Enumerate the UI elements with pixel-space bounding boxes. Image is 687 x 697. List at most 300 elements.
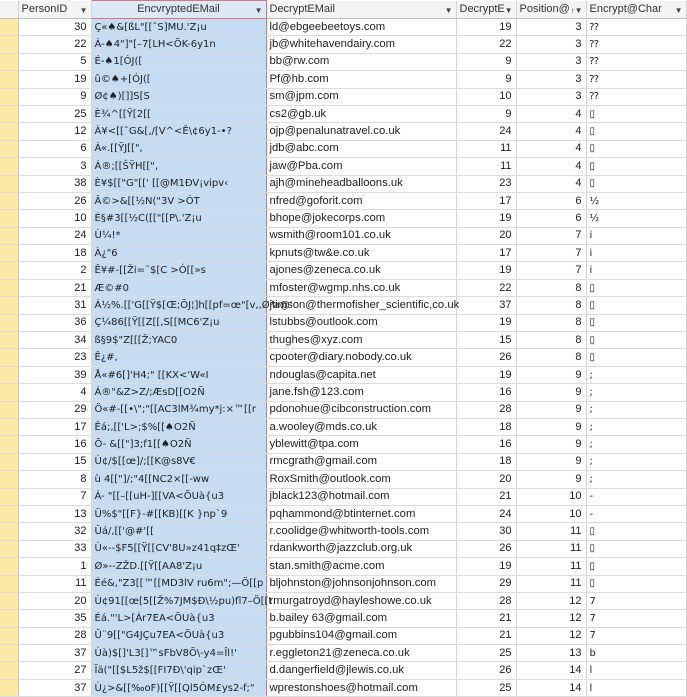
- cell-encvryptedemail[interactable]: Û¨9[["G4JÇu7EA<ÕUà{u3: [91, 627, 266, 644]
- cell-encvryptedemail[interactable]: Ïä("[[$L5ž$[[FI7Ð\'qip`zŒ': [91, 662, 266, 679]
- cell-decryptemail[interactable]: rmcgrath@gmail.com: [266, 453, 456, 470]
- cell-position[interactable]: 12: [516, 627, 586, 644]
- row-selector[interactable]: [0, 662, 18, 679]
- cell-decrypte[interactable]: 28: [456, 592, 516, 609]
- cell-decryptemail[interactable]: kpnuts@tw&e.co.uk: [266, 245, 456, 262]
- cell-encrypt-char[interactable]: i: [586, 262, 686, 279]
- cell-position[interactable]: 3: [516, 71, 586, 88]
- cell-encvryptedemail[interactable]: Ç¼86[[Ÿ[[Z[[,S[[MC6'Z¡u: [91, 314, 266, 331]
- cell-encrypt-char[interactable]: ▯: [586, 105, 686, 122]
- row-selector[interactable]: [0, 610, 18, 627]
- cell-encvryptedemail[interactable]: Á- "[[–[[uH-][[VA<ÕUà{u3: [91, 488, 266, 505]
- row-selector[interactable]: [0, 401, 18, 418]
- cell-decrypte[interactable]: 19: [456, 314, 516, 331]
- cell-decrypte[interactable]: 21: [456, 488, 516, 505]
- cell-position[interactable]: 3: [516, 53, 586, 70]
- cell-decrypte[interactable]: 24: [456, 123, 516, 140]
- table-row[interactable]: [0, 505, 686, 522]
- cell-encvryptedemail[interactable]: Á®;[[ŠŸH[[",: [91, 158, 266, 175]
- cell-decrypte[interactable]: 23: [456, 175, 516, 192]
- cell-personid[interactable]: 9: [18, 88, 91, 105]
- table-row[interactable]: [0, 297, 686, 314]
- cell-decryptemail[interactable]: sm@jpm.com: [266, 88, 456, 105]
- cell-encrypt-char[interactable]: ▯: [586, 314, 686, 331]
- cell-decrypte[interactable]: 16: [456, 384, 516, 401]
- cell-decrypte[interactable]: 30: [456, 523, 516, 540]
- cell-encrypt-char[interactable]: ;: [586, 366, 686, 383]
- row-selector[interactable]: [0, 575, 18, 592]
- cell-encvryptedemail[interactable]: È¾^[[Ÿ[2[[: [91, 105, 266, 122]
- cell-decrypte[interactable]: 37: [456, 297, 516, 314]
- cell-encvryptedemail[interactable]: û©♠+[ÓJ([: [91, 71, 266, 88]
- cell-decryptemail[interactable]: pgubbins104@gmail.com: [266, 627, 456, 644]
- row-selector[interactable]: [0, 71, 18, 88]
- cell-decryptemail[interactable]: jane.fsh@123.com: [266, 384, 456, 401]
- cell-decrypte[interactable]: 26: [456, 662, 516, 679]
- cell-encvryptedemail[interactable]: Á«.[[ŸJ[[",: [91, 140, 266, 157]
- cell-encrypt-char[interactable]: ⁇: [586, 71, 686, 88]
- cell-decrypte[interactable]: 19: [456, 558, 516, 575]
- cell-decryptemail[interactable]: ndouglas@capita.net: [266, 366, 456, 383]
- cell-decrypte[interactable]: 11: [456, 140, 516, 157]
- cell-encvryptedemail[interactable]: É-♠1[ÓJ([: [91, 53, 266, 70]
- cell-encrypt-char[interactable]: ▯: [586, 140, 686, 157]
- cell-position[interactable]: 9: [516, 401, 586, 418]
- cell-encrypt-char[interactable]: ½: [586, 192, 686, 209]
- cell-position[interactable]: 11: [516, 575, 586, 592]
- cell-decrypte[interactable]: 28: [456, 401, 516, 418]
- cell-decryptemail[interactable]: lstubbs@outlook.com: [266, 314, 456, 331]
- cell-personid[interactable]: 11: [18, 575, 91, 592]
- cell-decryptemail[interactable]: RoxSmith@outlook.com: [266, 471, 456, 488]
- cell-encvryptedemail[interactable]: ù 4[["]/;"4[[NC2×[[-ww: [91, 471, 266, 488]
- cell-position[interactable]: 8: [516, 279, 586, 296]
- cell-decryptemail[interactable]: cs2@gb.uk: [266, 105, 456, 122]
- cell-personid[interactable]: 37: [18, 679, 91, 696]
- cell-decryptemail[interactable]: ajh@mineheadballoons.uk: [266, 175, 456, 192]
- cell-decryptemail[interactable]: Pf@hb.com: [266, 71, 456, 88]
- cell-encrypt-char[interactable]: ▯: [586, 297, 686, 314]
- cell-encrypt-char[interactable]: -: [586, 488, 686, 505]
- table-row[interactable]: [0, 418, 686, 435]
- cell-decryptemail[interactable]: bhope@jokecorps.com: [266, 210, 456, 227]
- cell-decrypte[interactable]: 18: [456, 453, 516, 470]
- select-all-corner[interactable]: [0, 1, 18, 19]
- row-selector[interactable]: [0, 332, 18, 349]
- row-selector[interactable]: [0, 279, 18, 296]
- table-row[interactable]: [0, 610, 686, 627]
- cell-position[interactable]: 12: [516, 610, 586, 627]
- cell-decryptemail[interactable]: ld@ebgeebeetoys.com: [266, 19, 456, 36]
- cell-decrypte[interactable]: 9: [456, 105, 516, 122]
- row-selector[interactable]: [0, 105, 18, 122]
- cell-personid[interactable]: 18: [18, 245, 91, 262]
- cell-encvryptedemail[interactable]: ß§9$"Z[[[Ž;YAC0: [91, 332, 266, 349]
- cell-encvryptedemail[interactable]: Ù¿>&[[‰oF)[[Ÿ[[Ql5ÓM£ys2-f;": [91, 679, 266, 696]
- dropdown-arrow-icon[interactable]: ▼: [674, 5, 683, 15]
- column-header-encrypt-char[interactable]: [586, 1, 686, 19]
- column-header-position[interactable]: [516, 1, 586, 19]
- cell-encrypt-char[interactable]: ▯: [586, 175, 686, 192]
- cell-personid[interactable]: 5: [18, 53, 91, 70]
- cell-personid[interactable]: 31: [18, 297, 91, 314]
- table-row[interactable]: [0, 140, 686, 157]
- cell-decryptemail[interactable]: jdb@abc.com: [266, 140, 456, 157]
- table-row[interactable]: [0, 679, 686, 696]
- cell-decrypte[interactable]: 11: [456, 158, 516, 175]
- cell-personid[interactable]: 20: [18, 592, 91, 609]
- row-selector[interactable]: [0, 297, 18, 314]
- sort-ascending-icon[interactable]: ↑▼: [570, 5, 583, 15]
- cell-decrypte[interactable]: 20: [456, 471, 516, 488]
- cell-encvryptedemail[interactable]: Ê¿#,: [91, 349, 266, 366]
- table-row[interactable]: [0, 558, 686, 575]
- cell-position[interactable]: 8: [516, 314, 586, 331]
- cell-encrypt-char[interactable]: 7: [586, 610, 686, 627]
- cell-decrypte[interactable]: 19: [456, 262, 516, 279]
- cell-encrypt-char[interactable]: ;: [586, 436, 686, 453]
- cell-encvryptedemail[interactable]: Õ- &[["]3;f1[[♠O2Ñ: [91, 436, 266, 453]
- cell-position[interactable]: 7: [516, 227, 586, 244]
- cell-position[interactable]: 11: [516, 540, 586, 557]
- table-row[interactable]: [0, 245, 686, 262]
- cell-decryptemail[interactable]: jtimson@thermofisher_scientific,co.uk: [266, 297, 456, 314]
- cell-decryptemail[interactable]: d.dangerfield@jlewis.co.uk: [266, 662, 456, 679]
- cell-personid[interactable]: 17: [18, 418, 91, 435]
- cell-encvryptedemail[interactable]: Â©>&[[½N("3V >ÓT: [91, 192, 266, 209]
- cell-position[interactable]: 10: [516, 505, 586, 522]
- dropdown-arrow-icon[interactable]: ▼: [504, 5, 513, 15]
- cell-position[interactable]: 9: [516, 366, 586, 383]
- cell-position[interactable]: 7: [516, 262, 586, 279]
- row-selector[interactable]: [0, 436, 18, 453]
- cell-position[interactable]: 9: [516, 436, 586, 453]
- table-row[interactable]: [0, 332, 686, 349]
- cell-personid[interactable]: 6: [18, 140, 91, 157]
- cell-decryptemail[interactable]: wprestonshoes@hotmail.com: [266, 679, 456, 696]
- cell-encvryptedemail[interactable]: Ù¢91[[œ[5[[Ž%7JM$Ð\½pu)fî7–Ö[[t: [91, 592, 266, 609]
- cell-encrypt-char[interactable]: ;: [586, 384, 686, 401]
- cell-encrypt-char[interactable]: ▯: [586, 158, 686, 175]
- cell-decrypte[interactable]: 20: [456, 227, 516, 244]
- cell-decryptemail[interactable]: cpooter@diary.nobody.co.uk: [266, 349, 456, 366]
- row-selector[interactable]: [0, 349, 18, 366]
- cell-position[interactable]: 3: [516, 19, 586, 36]
- dropdown-arrow-icon[interactable]: ▼: [444, 5, 453, 15]
- cell-encrypt-char[interactable]: ▯: [586, 540, 686, 557]
- cell-position[interactable]: 14: [516, 662, 586, 679]
- table-row[interactable]: [0, 192, 686, 209]
- cell-position[interactable]: 12: [516, 592, 586, 609]
- cell-decryptemail[interactable]: jaw@Pba.com: [266, 158, 456, 175]
- cell-position[interactable]: 3: [516, 36, 586, 53]
- cell-encrypt-char[interactable]: ⁇: [586, 19, 686, 36]
- cell-decrypte[interactable]: 29: [456, 575, 516, 592]
- cell-position[interactable]: 8: [516, 349, 586, 366]
- cell-decryptemail[interactable]: a.wooley@mds.co.uk: [266, 418, 456, 435]
- cell-personid[interactable]: 2: [18, 262, 91, 279]
- row-selector[interactable]: [0, 366, 18, 383]
- cell-decrypte[interactable]: 25: [456, 679, 516, 696]
- cell-decrypte[interactable]: 21: [456, 610, 516, 627]
- cell-encvryptedemail[interactable]: Ù¢/$[[œ]/;[[K@s8V€: [91, 453, 266, 470]
- cell-encrypt-char[interactable]: ⁇: [586, 36, 686, 53]
- cell-decryptemail[interactable]: ojp@penalunatravel.co.uk: [266, 123, 456, 140]
- row-selector[interactable]: [0, 488, 18, 505]
- cell-personid[interactable]: 1: [18, 558, 91, 575]
- cell-decryptemail[interactable]: nfred@goforit.com: [266, 192, 456, 209]
- dropdown-arrow-icon[interactable]: ▼: [79, 5, 88, 15]
- table-row[interactable]: [0, 36, 686, 53]
- cell-encvryptedemail[interactable]: Ù«--$F5[[Ÿ[[CV'8U»z41q‡zŒ': [91, 540, 266, 557]
- cell-decryptemail[interactable]: mfoster@wgmp.nhs.co.uk: [266, 279, 456, 296]
- cell-decrypte[interactable]: 25: [456, 645, 516, 662]
- cell-decrypte[interactable]: 10: [456, 88, 516, 105]
- cell-decryptemail[interactable]: bb@rw.com: [266, 53, 456, 70]
- cell-position[interactable]: 6: [516, 192, 586, 209]
- cell-encvryptedemail[interactable]: Ø¢♠)[]]S[S: [91, 88, 266, 105]
- cell-encrypt-char[interactable]: l: [586, 679, 686, 696]
- row-selector[interactable]: [0, 36, 18, 53]
- cell-decryptemail[interactable]: r.coolidge@whitworth-tools.com: [266, 523, 456, 540]
- cell-encrypt-char[interactable]: ;: [586, 471, 686, 488]
- row-selector[interactable]: [0, 227, 18, 244]
- cell-decrypte[interactable]: 26: [456, 349, 516, 366]
- row-selector[interactable]: [0, 245, 18, 262]
- row-selector[interactable]: [0, 158, 18, 175]
- table-row[interactable]: [0, 314, 686, 331]
- cell-personid[interactable]: 19: [18, 71, 91, 88]
- cell-encvryptedemail[interactable]: Å«#6[]'H4;" [[KX<'W«I: [91, 366, 266, 383]
- cell-position[interactable]: 8: [516, 297, 586, 314]
- cell-decryptemail[interactable]: bljohnston@johnsonjohnson.com: [266, 575, 456, 592]
- cell-encrypt-char[interactable]: ▯: [586, 575, 686, 592]
- cell-encrypt-char[interactable]: 7: [586, 627, 686, 644]
- column-header-encvryptedemail[interactable]: [91, 1, 266, 19]
- cell-personid[interactable]: 37: [18, 645, 91, 662]
- cell-encvryptedemail[interactable]: Æ©#0: [91, 279, 266, 296]
- cell-personid[interactable]: 34: [18, 332, 91, 349]
- cell-position[interactable]: 8: [516, 332, 586, 349]
- table-row[interactable]: [0, 540, 686, 557]
- cell-decryptemail[interactable]: pdonohue@cibconstruction.com: [266, 401, 456, 418]
- table-row[interactable]: [0, 53, 686, 70]
- cell-encrypt-char[interactable]: ▯: [586, 332, 686, 349]
- row-selector[interactable]: [0, 384, 18, 401]
- cell-encrypt-char[interactable]: i: [586, 227, 686, 244]
- cell-encrypt-char[interactable]: ▯: [586, 349, 686, 366]
- cell-encrypt-char[interactable]: ▯: [586, 558, 686, 575]
- cell-encvryptedemail[interactable]: È¥$[["G"[[' [[@M1ÐV¡vipv‹: [91, 175, 266, 192]
- cell-personid[interactable]: 30: [18, 19, 91, 36]
- cell-encrypt-char[interactable]: ;: [586, 418, 686, 435]
- cell-decrypte[interactable]: 16: [456, 436, 516, 453]
- table-row[interactable]: [0, 88, 686, 105]
- cell-encrypt-char[interactable]: ▯: [586, 523, 686, 540]
- cell-position[interactable]: 11: [516, 558, 586, 575]
- table-row[interactable]: [0, 71, 686, 88]
- cell-personid[interactable]: 29: [18, 401, 91, 418]
- cell-decrypte[interactable]: 19: [456, 210, 516, 227]
- cell-personid[interactable]: 23: [18, 349, 91, 366]
- cell-personid[interactable]: 38: [18, 175, 91, 192]
- cell-personid[interactable]: 16: [18, 436, 91, 453]
- row-selector[interactable]: [0, 540, 18, 557]
- cell-encrypt-char[interactable]: ▯: [586, 279, 686, 296]
- cell-position[interactable]: 10: [516, 488, 586, 505]
- cell-decrypte[interactable]: 9: [456, 53, 516, 70]
- cell-personid[interactable]: 25: [18, 105, 91, 122]
- cell-encvryptedemail[interactable]: Á-♠4"]"[–7[LH<ÕK-6y1n: [91, 36, 266, 53]
- table-row[interactable]: [0, 105, 686, 122]
- table-row[interactable]: [0, 19, 686, 36]
- cell-encrypt-char[interactable]: b: [586, 645, 686, 662]
- cell-personid[interactable]: 12: [18, 123, 91, 140]
- column-header-decryptemail[interactable]: [266, 1, 456, 19]
- cell-encrypt-char[interactable]: ⁇: [586, 88, 686, 105]
- cell-encvryptedemail[interactable]: Ø»--ZŽD.[[Ÿ[[AA8'Z¡u: [91, 558, 266, 575]
- dropdown-arrow-icon[interactable]: ▼: [254, 6, 263, 15]
- table-row[interactable]: [0, 662, 686, 679]
- cell-decrypte[interactable]: 22: [456, 36, 516, 53]
- row-selector[interactable]: [0, 418, 18, 435]
- column-header-personid[interactable]: [18, 1, 91, 19]
- cell-encvryptedemail[interactable]: À¥<[[ˆG&[,/[V^<Ê\¢6y1-•?: [91, 123, 266, 140]
- cell-personid[interactable]: 35: [18, 610, 91, 627]
- column-header-decrypte[interactable]: [456, 1, 516, 19]
- table-row[interactable]: [0, 401, 686, 418]
- cell-decryptemail[interactable]: rdankworth@jazzclub.org.uk: [266, 540, 456, 557]
- cell-position[interactable]: 4: [516, 123, 586, 140]
- cell-encrypt-char[interactable]: ;: [586, 453, 686, 470]
- cell-position[interactable]: 11: [516, 523, 586, 540]
- cell-encvryptedemail[interactable]: Ûá/,[['@#'[[: [91, 523, 266, 540]
- table-row[interactable]: [0, 627, 686, 644]
- cell-decrypte[interactable]: 19: [456, 19, 516, 36]
- cell-encvryptedemail[interactable]: Ê¥#-[[Ži=˜$[C >Ó[[»s: [91, 262, 266, 279]
- cell-position[interactable]: 9: [516, 471, 586, 488]
- cell-encrypt-char[interactable]: 7: [586, 592, 686, 609]
- cell-position[interactable]: 9: [516, 453, 586, 470]
- cell-decryptemail[interactable]: yblewitt@tpa.com: [266, 436, 456, 453]
- cell-decryptemail[interactable]: pqhammond@btinternet.com: [266, 505, 456, 522]
- cell-personid[interactable]: 10: [18, 210, 91, 227]
- row-selector[interactable]: [0, 505, 18, 522]
- cell-position[interactable]: 13: [516, 645, 586, 662]
- cell-encrypt-char[interactable]: ½: [586, 210, 686, 227]
- cell-personid[interactable]: 3: [18, 158, 91, 175]
- cell-encvryptedemail[interactable]: Éé&,"Z3[[™[[MD3lV ru6m";—Ö[[p: [91, 575, 266, 592]
- row-selector[interactable]: [0, 19, 18, 36]
- cell-decryptemail[interactable]: stan.smith@acme.com: [266, 558, 456, 575]
- cell-personid[interactable]: 13: [18, 505, 91, 522]
- cell-personid[interactable]: 21: [18, 279, 91, 296]
- table-row[interactable]: [0, 158, 686, 175]
- table-row[interactable]: [0, 262, 686, 279]
- cell-encvryptedemail[interactable]: Á½%.[['G[[Ÿ$[Œ;ÕJ¦]h[[pf=œ"[v,,Ø³a@': [91, 297, 266, 314]
- cell-position[interactable]: 14: [516, 679, 586, 696]
- row-selector[interactable]: [0, 210, 18, 227]
- cell-encrypt-char[interactable]: -: [586, 505, 686, 522]
- cell-encvryptedemail[interactable]: Ü%$"[[F}-#[[KB)[[K }np`9: [91, 505, 266, 522]
- row-selector[interactable]: [0, 453, 18, 470]
- table-row[interactable]: [0, 123, 686, 140]
- cell-decryptemail[interactable]: b.bailey 63@gmail.com: [266, 610, 456, 627]
- cell-position[interactable]: 9: [516, 418, 586, 435]
- cell-personid[interactable]: 4: [18, 384, 91, 401]
- cell-decrypte[interactable]: 21: [456, 627, 516, 644]
- cell-decrypte[interactable]: 22: [456, 279, 516, 296]
- table-row[interactable]: [0, 227, 686, 244]
- cell-decrypte[interactable]: 26: [456, 540, 516, 557]
- cell-personid[interactable]: 24: [18, 227, 91, 244]
- cell-encvryptedemail[interactable]: Ç«♠&[ßL"[[ˆS]MU.'Z¡u: [91, 19, 266, 36]
- cell-decrypte[interactable]: 24: [456, 505, 516, 522]
- cell-personid[interactable]: 7: [18, 488, 91, 505]
- row-selector[interactable]: [0, 523, 18, 540]
- table-row[interactable]: [0, 279, 686, 296]
- table-row[interactable]: [0, 592, 686, 609]
- cell-encvryptedemail[interactable]: À¿"6: [91, 245, 266, 262]
- cell-position[interactable]: 4: [516, 140, 586, 157]
- cell-decryptemail[interactable]: rmurgatroyd@hayleshowe.co.uk: [266, 592, 456, 609]
- row-selector[interactable]: [0, 53, 18, 70]
- cell-position[interactable]: 7: [516, 245, 586, 262]
- row-selector[interactable]: [0, 175, 18, 192]
- row-selector[interactable]: [0, 558, 18, 575]
- row-selector[interactable]: [0, 645, 18, 662]
- table-row[interactable]: [0, 384, 686, 401]
- cell-position[interactable]: 9: [516, 384, 586, 401]
- cell-personid[interactable]: 22: [18, 36, 91, 53]
- cell-encvryptedemail[interactable]: Á®"&Z>Z/;ÆsD[[O2Ñ: [91, 384, 266, 401]
- row-selector[interactable]: [0, 123, 18, 140]
- cell-encvryptedemail[interactable]: Ö«#-[[•\";"[[AC3lM¾my*j:×™[[r: [91, 401, 266, 418]
- cell-position[interactable]: 3: [516, 88, 586, 105]
- cell-personid[interactable]: 8: [18, 471, 91, 488]
- cell-position[interactable]: 4: [516, 158, 586, 175]
- cell-encrypt-char[interactable]: i: [586, 245, 686, 262]
- row-selector[interactable]: [0, 192, 18, 209]
- cell-decryptemail[interactable]: ajones@zeneca.co.uk: [266, 262, 456, 279]
- row-selector[interactable]: [0, 471, 18, 488]
- cell-decrypte[interactable]: 17: [456, 192, 516, 209]
- cell-encvryptedemail[interactable]: Êá;,[['L>;$%[[♠O2Ñ: [91, 418, 266, 435]
- row-selector[interactable]: [0, 679, 18, 696]
- cell-decryptemail[interactable]: jblack123@hotmail.com: [266, 488, 456, 505]
- cell-decryptemail[interactable]: jb@whitehavendairy.com: [266, 36, 456, 53]
- row-selector[interactable]: [0, 627, 18, 644]
- table-row[interactable]: [0, 471, 686, 488]
- table-row[interactable]: [0, 436, 686, 453]
- table-row[interactable]: [0, 349, 686, 366]
- cell-personid[interactable]: 32: [18, 523, 91, 540]
- cell-encvryptedemail[interactable]: É§#3[[½C([["[[P\.'Z¡u: [91, 210, 266, 227]
- cell-personid[interactable]: 28: [18, 627, 91, 644]
- table-row[interactable]: [0, 523, 686, 540]
- cell-decrypte[interactable]: 19: [456, 366, 516, 383]
- cell-personid[interactable]: 15: [18, 453, 91, 470]
- row-selector[interactable]: [0, 262, 18, 279]
- cell-personid[interactable]: 27: [18, 662, 91, 679]
- table-row[interactable]: [0, 366, 686, 383]
- table-row[interactable]: [0, 488, 686, 505]
- cell-encrypt-char[interactable]: ▯: [586, 123, 686, 140]
- row-selector[interactable]: [0, 314, 18, 331]
- cell-decryptemail[interactable]: thughes@xyz.com: [266, 332, 456, 349]
- cell-encvryptedemail[interactable]: Ù¼!*: [91, 227, 266, 244]
- cell-decryptemail[interactable]: wsmith@room101.co.uk: [266, 227, 456, 244]
